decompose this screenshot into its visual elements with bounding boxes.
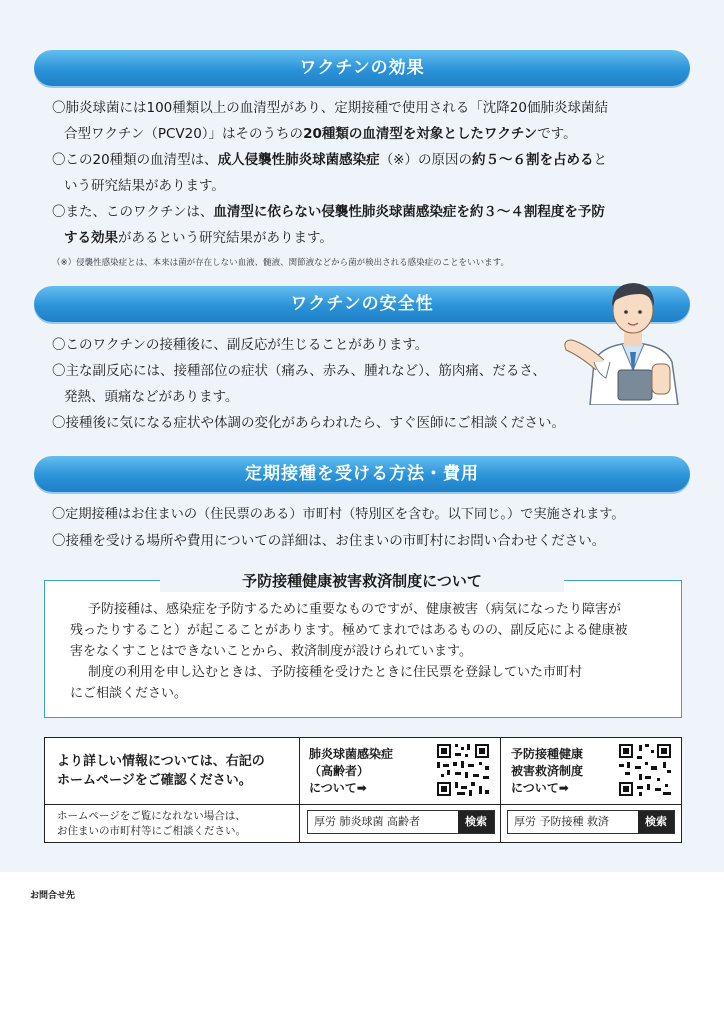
relief-title: 予防接種健康被害救済制度について — [160, 570, 564, 592]
link-pneumococcal-elderly[interactable]: 肺炎球菌感染症 （高齢者） について➡ — [309, 747, 394, 795]
info-sub: ホームページをご覧になれない場合は、 お住まいの市町村等にご相談ください。 — [57, 810, 246, 837]
effect-title: ワクチンの効果 — [299, 58, 425, 78]
contact-label: お問合せ先 — [30, 891, 76, 901]
method-banner — [34, 456, 690, 492]
effect-line-4: いう研究結果があります。 — [64, 178, 225, 194]
method-title: 定期接種を受ける方法・費用 — [245, 464, 479, 484]
effect-banner — [34, 50, 690, 86]
search-box-relief[interactable] — [507, 810, 675, 834]
effect-line-3: 〇この20種類の血清型は、成人侵襲性肺炎球菌感染症（※）の原因の約５～６割を占めると — [52, 152, 607, 168]
effect-line-6: する効果があるという研究結果があります。 — [64, 230, 333, 246]
safety-line-4: 〇接種後に気になる症状や体調の変化があらわれたら、すぐ医師にご相談ください。 — [52, 415, 565, 431]
safety-title: ワクチンの安全性 — [290, 294, 434, 314]
search-button-pneumococcal[interactable]: 検索 — [458, 811, 494, 833]
search-button-relief[interactable]: 検索 — [638, 811, 674, 833]
relief-line-3: 害をなくすことはできないことから、救済制度が設けられています。 — [70, 644, 472, 659]
qr-code-relief[interactable] — [617, 742, 673, 798]
effect-line-1: 〇肺炎球菌には100種類以上の血清型があり、定期接種で使用される「沈降20価肺炎球菌結 — [52, 100, 608, 116]
info-table — [44, 737, 682, 843]
effect-footnote: （※）侵襲性感染症とは、本来は菌が存在しない血液、髄液、関節液などから菌が検出される感染症のことをいいます。 — [52, 258, 509, 268]
qr-code-pneumococcal[interactable] — [435, 742, 491, 798]
relief-line-1: 予防接種は、感染症を予防するために重要なものですが、健康被害（病気になったり障害が — [88, 602, 622, 617]
method-line-2: 〇接種を受ける場所や費用についての詳細は、お住まいの市町村にお問い合わせください。 — [52, 533, 606, 549]
search-query-relief: 厚労 予防接種 救済 — [514, 815, 609, 828]
search-query-pneumococcal: 厚労 肺炎球菌 高齢者 — [314, 815, 420, 828]
safety-line-2: 〇主な副反応には、接種部位の症状（痛み、赤み、腫れなど）、筋肉痛、だるさ、 — [52, 363, 546, 379]
method-line-1: 〇定期接種はお住まいの（住民票のある）市町村（特別区を含む。以下同じ。）で実施されます。 — [52, 507, 625, 522]
relief-line-4: 制度の利用を申し込むときは、予防接種を受けたときに住民票を登録していた市町村 — [88, 665, 583, 680]
link-relief-system[interactable]: 予防接種健康 被害救済制度 について➡ — [511, 747, 584, 795]
safety-line-3: 発熱、頭痛などがあります。 — [64, 389, 239, 405]
effect-line-5: 〇また、このワクチンは、血清型に依らない侵襲性肺炎球菌感染症を約３～４割程度を予防 — [52, 204, 605, 220]
safety-line-1: 〇このワクチンの接種後に、副反応が生じることがあります。 — [52, 337, 429, 353]
relief-line-2: 残ったりすること）が起こることがあります。極めてまれではあるものの、副反応による健康被 — [70, 623, 628, 638]
effect-line-2: 合型ワクチン（PCV20）」はそのうちの20種類の血清型を対象としたワクチンです。 — [64, 126, 577, 142]
info-lead: より詳しい情報については、右記の ホームページをご確認ください。 — [57, 754, 265, 788]
relief-line-5: にご相談ください。 — [70, 686, 188, 701]
search-box-pneumococcal[interactable] — [307, 810, 495, 834]
